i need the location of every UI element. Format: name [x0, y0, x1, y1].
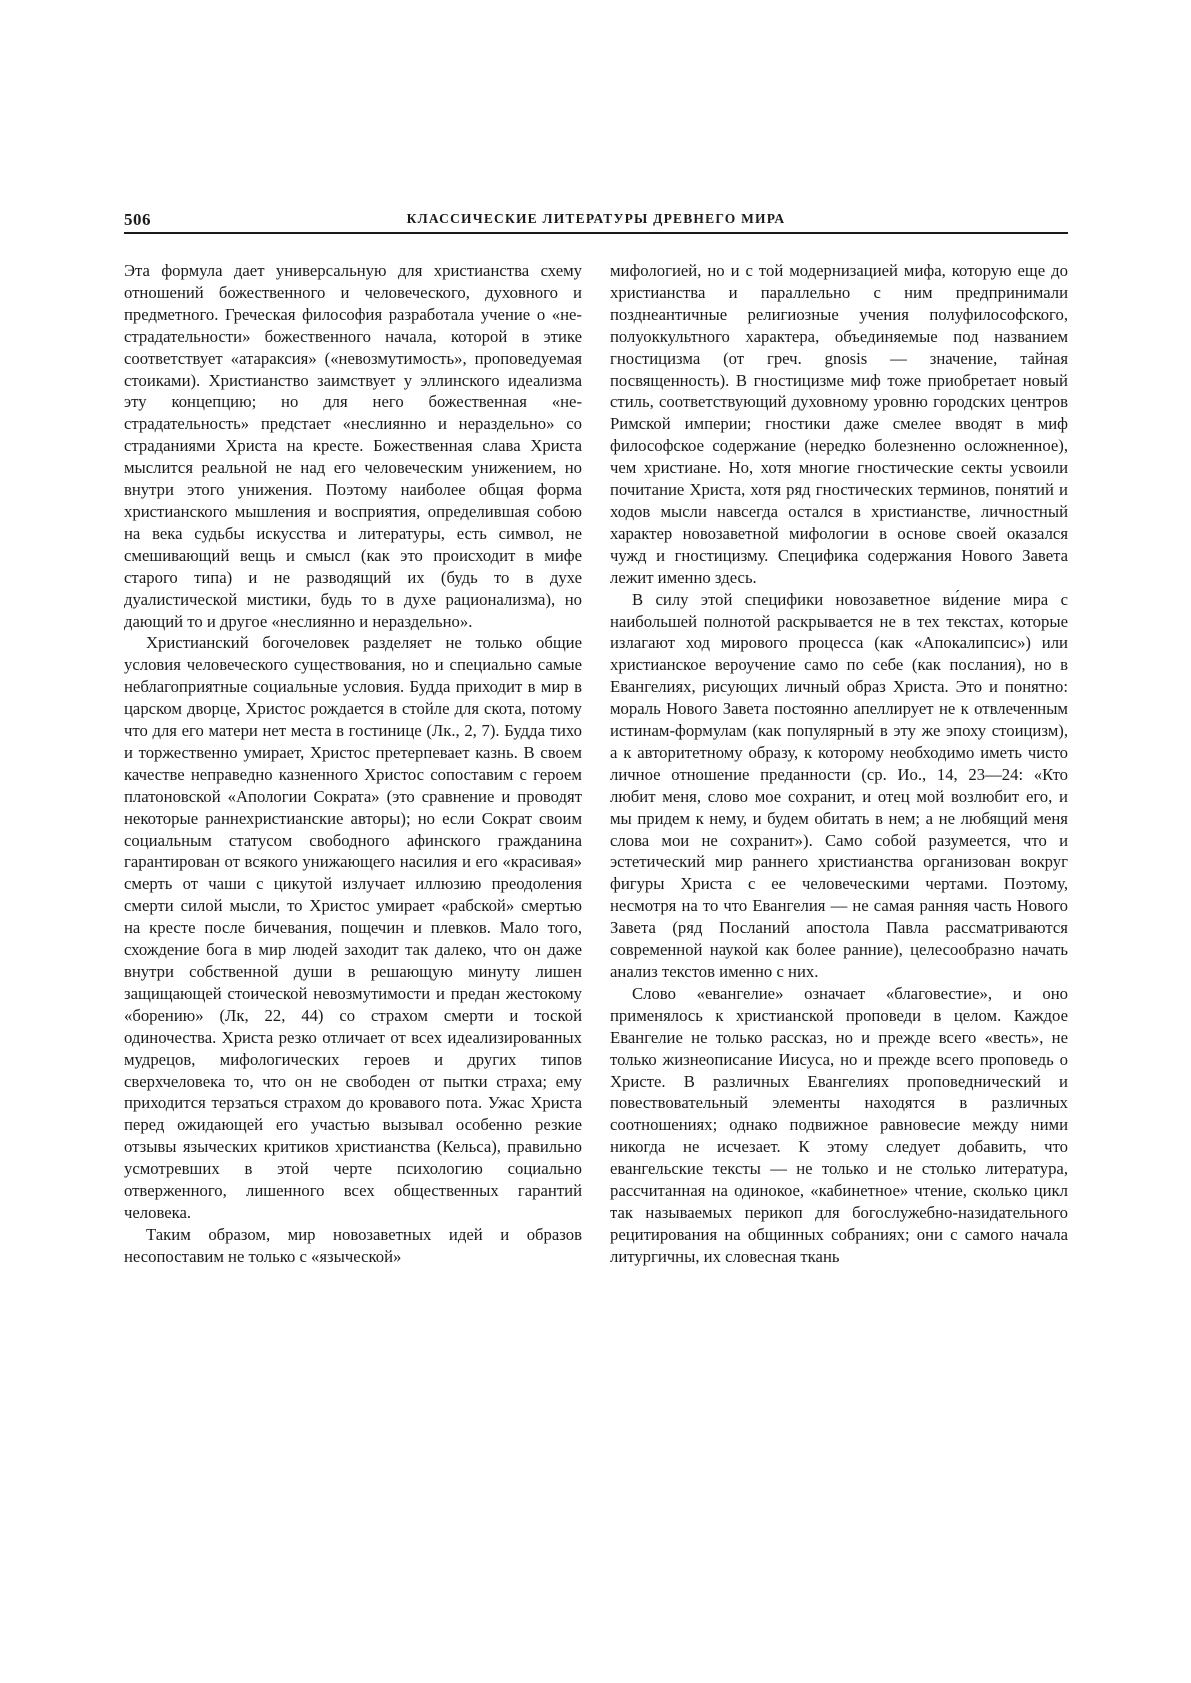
paragraph: В силу этой специфики новозаветное ви́дение мира с наибольшей полнотой раскрывается не в тех текстах, которые излагают ход мирового процесса (как «Апокалипсис») или христианское вероучение само по себе (как послания), но в Евангелиях, рисующих личный образ Христа. Это и понятно: мораль Нового Завета постоянно апеллирует не к отвлеченным истинам-формулам (как популярный в эту же эпоху стоицизм), а к авторитетному образу, к которому необходимо иметь чисто личное отношение преданности (ср. Ио., 14, 23—24: «Кто любит меня, слово мое сохранит, и отец мой возлюбит его, и мы придем к нему, и будем обитать в нем; а не любящий меня слова мои не сохранит»). Само собой разумеется, что и эстетический мир раннего христианства организован вокруг фигуры Христа с ее человеческими чертами. Поэтому, несмотря на то что Евангелия — не самая ранняя часть Нового Завета (ряд Посланий апостола Павла рассматриваются современной наукой как более ранние), целесообразно начать анализ текстов именно с них. [610, 589, 1068, 981]
paragraph: Слово «евангелие» означает «благовестие», и оно применялось к христианской проповеди в целом. Каждое Евангелие не только рассказ, но и прежде всего «весть», не только жизнеописание Иисуса, но и прежде всего проповедь о Христе. В различных Евангелиях проповеднический и повествовательный элементы находятся в различных соотношениях; однако подвижное равновесие между ними никогда не исчезает. К этому следует добавить, что евангельские тексты — не только и не столько литература, рассчитанная на одинокое, «кабинетное» чтение, сколько цикл так называемых перикоп для богослужебно-назидательного рецитирования на общинных собраниях; они с самого начала литургичны, их словесная ткань [610, 983, 1068, 1266]
paragraph: Таким образом, мир новозаветных идей и образов несопоставим не только с «языческой» [124, 1224, 582, 1266]
header-rule [124, 232, 1068, 234]
running-title: КЛАССИЧЕСКИЕ ЛИТЕРАТУРЫ ДРЕВНЕГО МИРА [406, 211, 786, 226]
paragraph: Христианский богочеловек разделяет не только общие условия человеческого существования, но и специально самые неблагоприятные социальные условия. Будда приходит в мир в царском дворце, Христос рождается в стойле для скота, потому что для его матери нет места в гостинице (Лк., 2, 7). Будда тихо и торжественно умирает, Христос претерпевает казнь. В своем качестве неправедно казненного Христос сопоставим с героем платоновской «Апологии Сократа» (это сравнение и проводят некоторые раннехристианские авторы); но если Сократ своим социальным статусом свободного афинского гражданина гарантирован от всякого унижающего насилия и его «красивая» смерть от чаши с цикутой излучает иллюзию преодоления смерти силой мысли, то Христос умирает «рабской» смертью на кресте после бичевания, пощечин и плевков. Мало того, схождение бога в мир людей заходит так далеко, что он даже внутри собственной души в решающую минуту лишен защищающей стоической невозмутимости и предан жестокому «борению» (Лк, 22, 44) со страхом смерти и тоской одиночества. Христа резко отличает от всех идеализированных мудрецов, мифологических героев и других типов сверхчеловека то, что он не свободен от пытки страха; ему приходится терзаться страхом до кровавого пота. Ужас Христа перед ожидающей его участью вызывал особенно резкие отзывы языческих критиков христианства (Кельса), правильно усмотревших в этой черте психологию социально отверженного, лишенного всех общественных гарантий человека. [124, 633, 582, 1222]
right-column [610, 260, 1068, 1268]
paragraph: мифологией, но и с той модернизацией мифа, которую еще до христианства и параллельно с ним предпринимали позднеантичные религиозные учения полуфилософского, полуоккультного характера, объединяемые под названием гностицизма (от греч. gnosis — значение, тайная посвященность). В гностицизме миф тоже приобретает новый стиль, соответствующий духовному уровню городских центров Римской империи; гностики даже смелее вводят в миф философское содержание (нередко болезненно осложненное), чем христиане. Но, хотя многие гностические секты усвоили почитание Христа, хотя ряд гностических терминов, понятий и ходов мысли навсегда остался в христианстве, личностный характер новозаветной мифологии в основе своей оказался чужд и гностицизму. Специфика содержания Нового Завета лежит именно здесь. [610, 261, 1068, 587]
left-column [124, 260, 582, 1268]
page-header [124, 210, 1068, 232]
paragraph: Эта формула дает универсальную для христианства схему отношений божественного и человеческого, духовного и предметного. Греческая философия разработала учение о «не-страдательности» божественного начала, которой в этике соответствует «атараксия» («невозмутимость», проповедуемая стоиками). Христианство заимствует у эллинского идеализма эту концепцию; но для него божественная «не-страдательность» предстает «неслиянно и нераздельно» со страданиями Христа на кресте. Божественная слава Христа мыслится реальной не над его человеческим унижением, но внутри этого унижения. Поэтому наиболее общая форма христианского мышления и восприятия, определившая собою на века судьбы искусства и литературы, есть символ, не смешивающий вещь и смысл (как это происходит в мифе старого типа) и не разводящий их (будь то в духе дуалистической мистики, будь то в духе рационализма), но дающий то и другое «неслиянно и нераздельно». [124, 261, 582, 631]
page-number: 506 [124, 210, 151, 229]
